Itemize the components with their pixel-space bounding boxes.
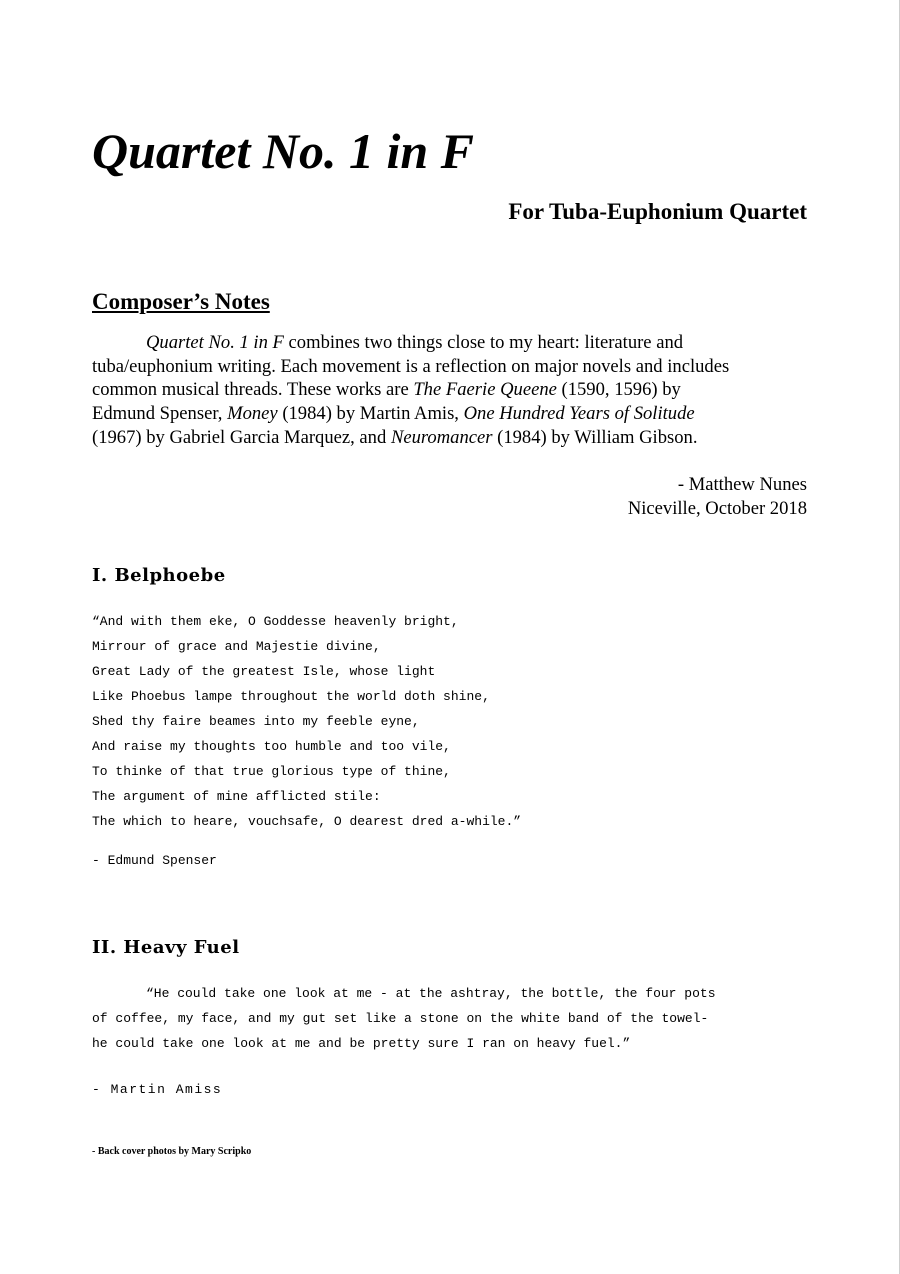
movement-name: Belphoebe <box>114 565 226 586</box>
movement-number: II. <box>92 937 117 958</box>
notes-line: Edmund Spenser, Money (1984) by Martin Amis, One Hundred Years of Solitude <box>92 403 695 425</box>
photo-credit: - Back cover photos by Mary Scripko <box>92 1146 252 1157</box>
novel-title: The Faerie Queene <box>413 379 557 401</box>
movement-1-attribution: - Edmund Spenser <box>92 853 217 868</box>
quote-line: The argument of mine afflicted stile: <box>92 789 381 804</box>
quote-line: The which to heare, vouchsafe, O dearest dred a-while.” <box>92 814 522 829</box>
page-subtitle: For Tuba-Euphonium Quartet <box>508 199 807 224</box>
movement-2-heading <box>92 936 240 960</box>
movement-number: I. <box>92 565 108 586</box>
movement-1-quote <box>92 609 521 834</box>
notes-line: (1967) by Gabriel Garcia Marquez, and Neuromancer (1984) by William Gibson. <box>92 426 698 448</box>
quote-line: And raise my thoughts too humble and too vile, <box>92 739 451 754</box>
quote-line: Mirrour of grace and Majestie divine, <box>92 639 381 654</box>
composers-notes-paragraph <box>92 331 812 450</box>
novel-title: Neuromancer <box>390 426 493 448</box>
work-title: Quartet No. 1 in F <box>146 332 284 353</box>
signature-place-date: Niceville, October 2018 <box>627 498 807 519</box>
quote-line: To thinke of that true glorious type of thine, <box>92 764 451 779</box>
quote-line: Shed thy faire beames into my feeble eyne, <box>92 714 420 729</box>
signature-name: - Matthew Nunes <box>677 474 807 495</box>
page-title: Quartet No. 1 in F <box>92 123 475 179</box>
composer-signature <box>628 473 807 521</box>
quote-line: of coffee, my face, and my gut set like a stone on the white band of the towel- <box>92 1011 709 1026</box>
novel-title: One Hundred Years of Solitude <box>463 403 695 425</box>
notes-line: common musical threads. These works are The Faerie Queene (1590, 1596) by <box>92 379 681 401</box>
quote-line: Great Lady of the greatest Isle, whose light <box>92 664 436 679</box>
movement-2-attribution: - Martin Amiss <box>92 1082 223 1097</box>
quote-line: he could take one look at me and be pretty sure I ran on heavy fuel.” <box>92 1036 631 1051</box>
quote-line: Like Phoebus lampe throughout the world doth shine, <box>92 689 490 704</box>
composers-notes-heading: Composer’s Notes <box>92 289 270 314</box>
quote-line: “He could take one look at me - at the ashtray, the bottle, the four pots <box>146 986 716 1001</box>
movement-2-quote <box>92 981 716 1056</box>
quote-line: “And with them eke, O Goddesse heavenly bright, <box>92 614 459 629</box>
notes-line: Quartet No. 1 in F combines two things close to my heart: literature and <box>146 332 684 353</box>
novel-title: Money <box>227 403 278 425</box>
movement-1-heading <box>92 564 226 588</box>
notes-line: tuba/euphonium writing. Each movement is a reflection on major novels and includes <box>92 355 730 377</box>
movement-name: Heavy Fuel <box>123 937 240 958</box>
